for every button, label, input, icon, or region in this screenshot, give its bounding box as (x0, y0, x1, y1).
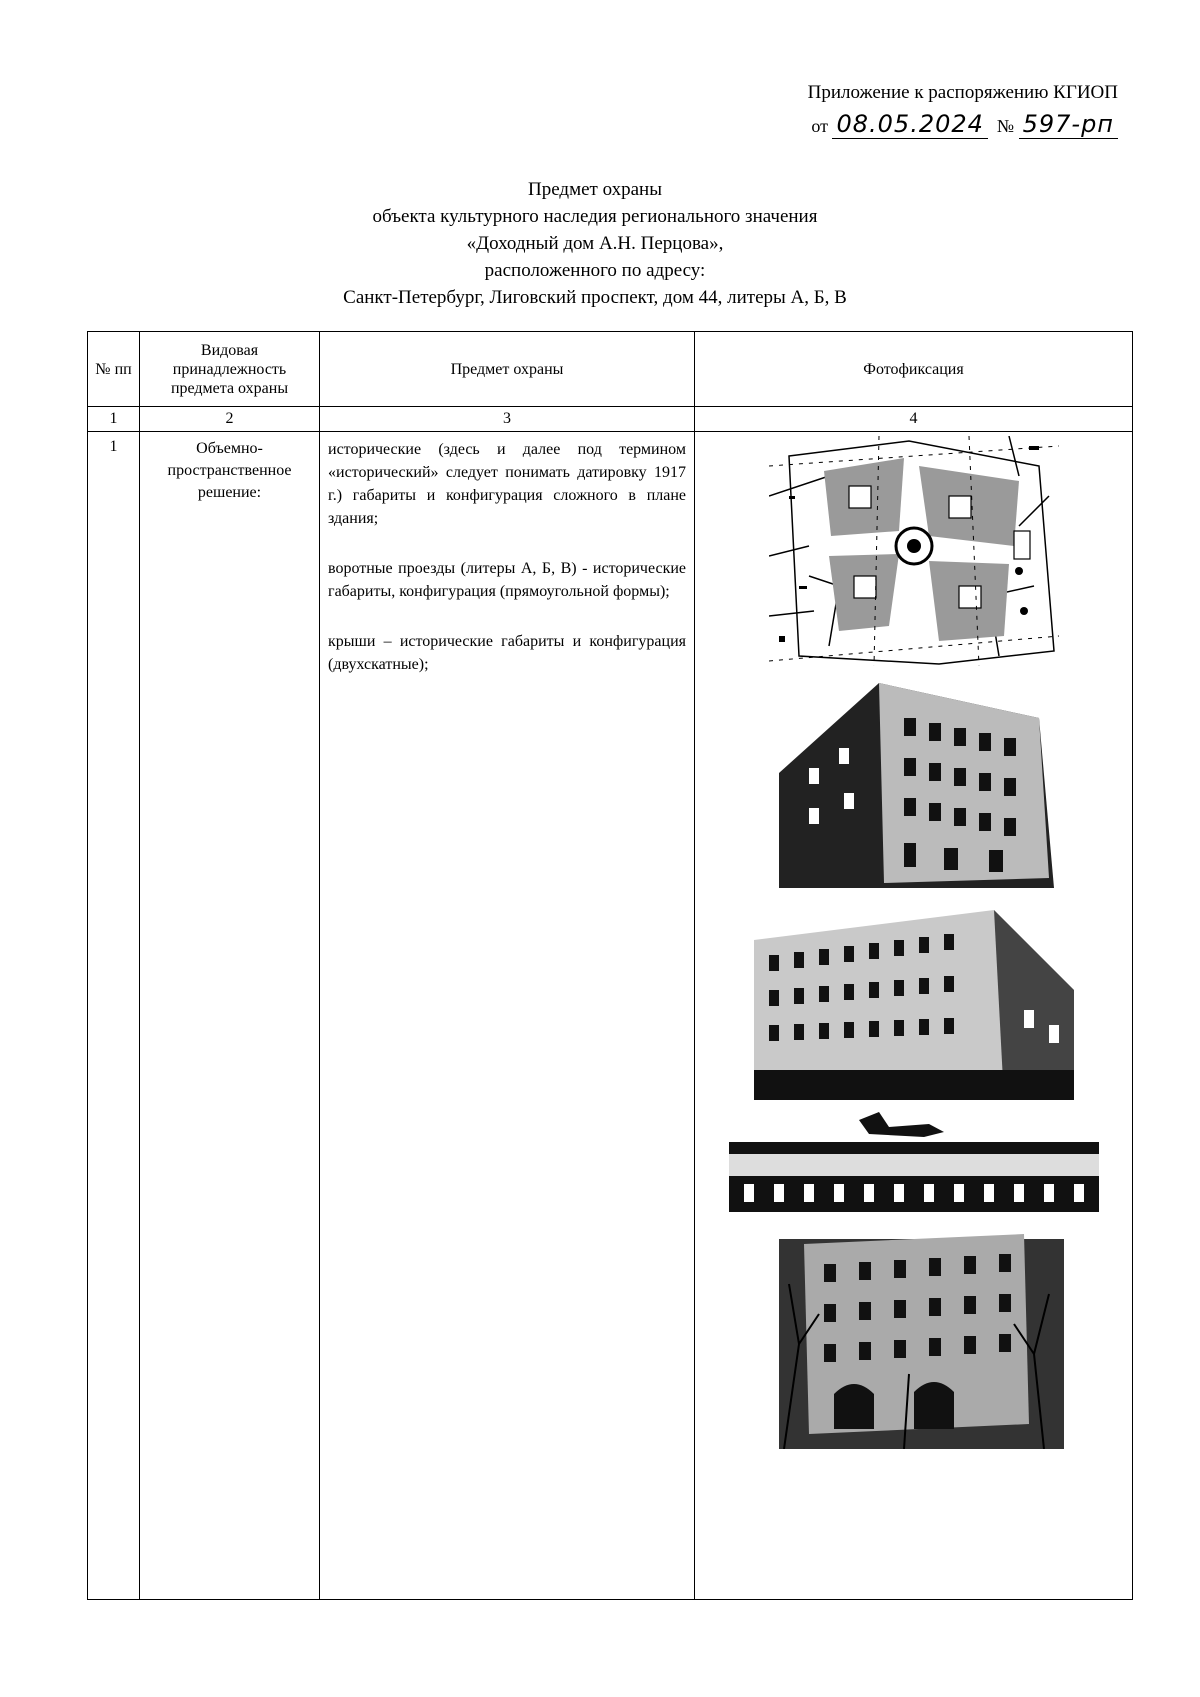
subject-item: исторические (здесь и далее под термином «исторический» следует понимать датировку 1917 г.) габариты и конфигурация сложного в плане здания; (328, 441, 686, 527)
title-line-3: «Доходный дом А.Н. Перцова», (466, 233, 724, 254)
number-label: № (996, 116, 1015, 136)
header-type: Видовая принадлежность предмета охраны (140, 332, 320, 407)
row-subject (320, 432, 695, 1600)
header-photo: Фотофиксация (695, 332, 1133, 407)
title-line-4: расположенного по адресу: (484, 260, 706, 281)
appendix-reference (808, 82, 1118, 138)
order-date-number (808, 110, 1118, 138)
title-line-2: объекта культурного наследия регионального значения (372, 206, 818, 227)
row-number: 1 (88, 432, 140, 1600)
table-header-row (88, 332, 1133, 407)
column-number-row (88, 407, 1133, 432)
column-number: 2 (140, 407, 320, 432)
roofline-photo (729, 1112, 1099, 1212)
building-corner-photo (769, 678, 1059, 888)
from-label: от (811, 116, 828, 136)
title-line-1: Предмет охраны (528, 179, 662, 200)
header-no: № пп (88, 332, 140, 407)
order-number: 597-рп (1019, 110, 1118, 139)
header-subject: Предмет охраны (320, 332, 695, 407)
title-line-5: Санкт-Петербург, Лиговский проспект, дом 44, литеры А, Б, В (343, 287, 847, 308)
building-facade-photo (754, 900, 1074, 1100)
protection-table (87, 331, 1133, 1600)
row-photos (695, 432, 1133, 1600)
site-plan-map (769, 436, 1059, 666)
subject-item: крыши – исторические габариты и конфигурация (двухскатные); (328, 633, 686, 673)
table-row (88, 432, 1133, 1600)
street-facade-photo (764, 1224, 1064, 1449)
column-number: 3 (320, 407, 695, 432)
column-number: 1 (88, 407, 140, 432)
order-date: 08.05.2024 (832, 110, 987, 139)
appendix-line: Приложение к распоряжению КГИОП (807, 82, 1118, 103)
column-number: 4 (695, 407, 1133, 432)
row-type: Объемно-пространственное решение: (140, 432, 320, 1600)
document-title (200, 176, 990, 311)
subject-item: воротные проезды (литеры А, Б, В) - исторические габариты, конфигурация (прямоугольной формы); (328, 560, 686, 600)
